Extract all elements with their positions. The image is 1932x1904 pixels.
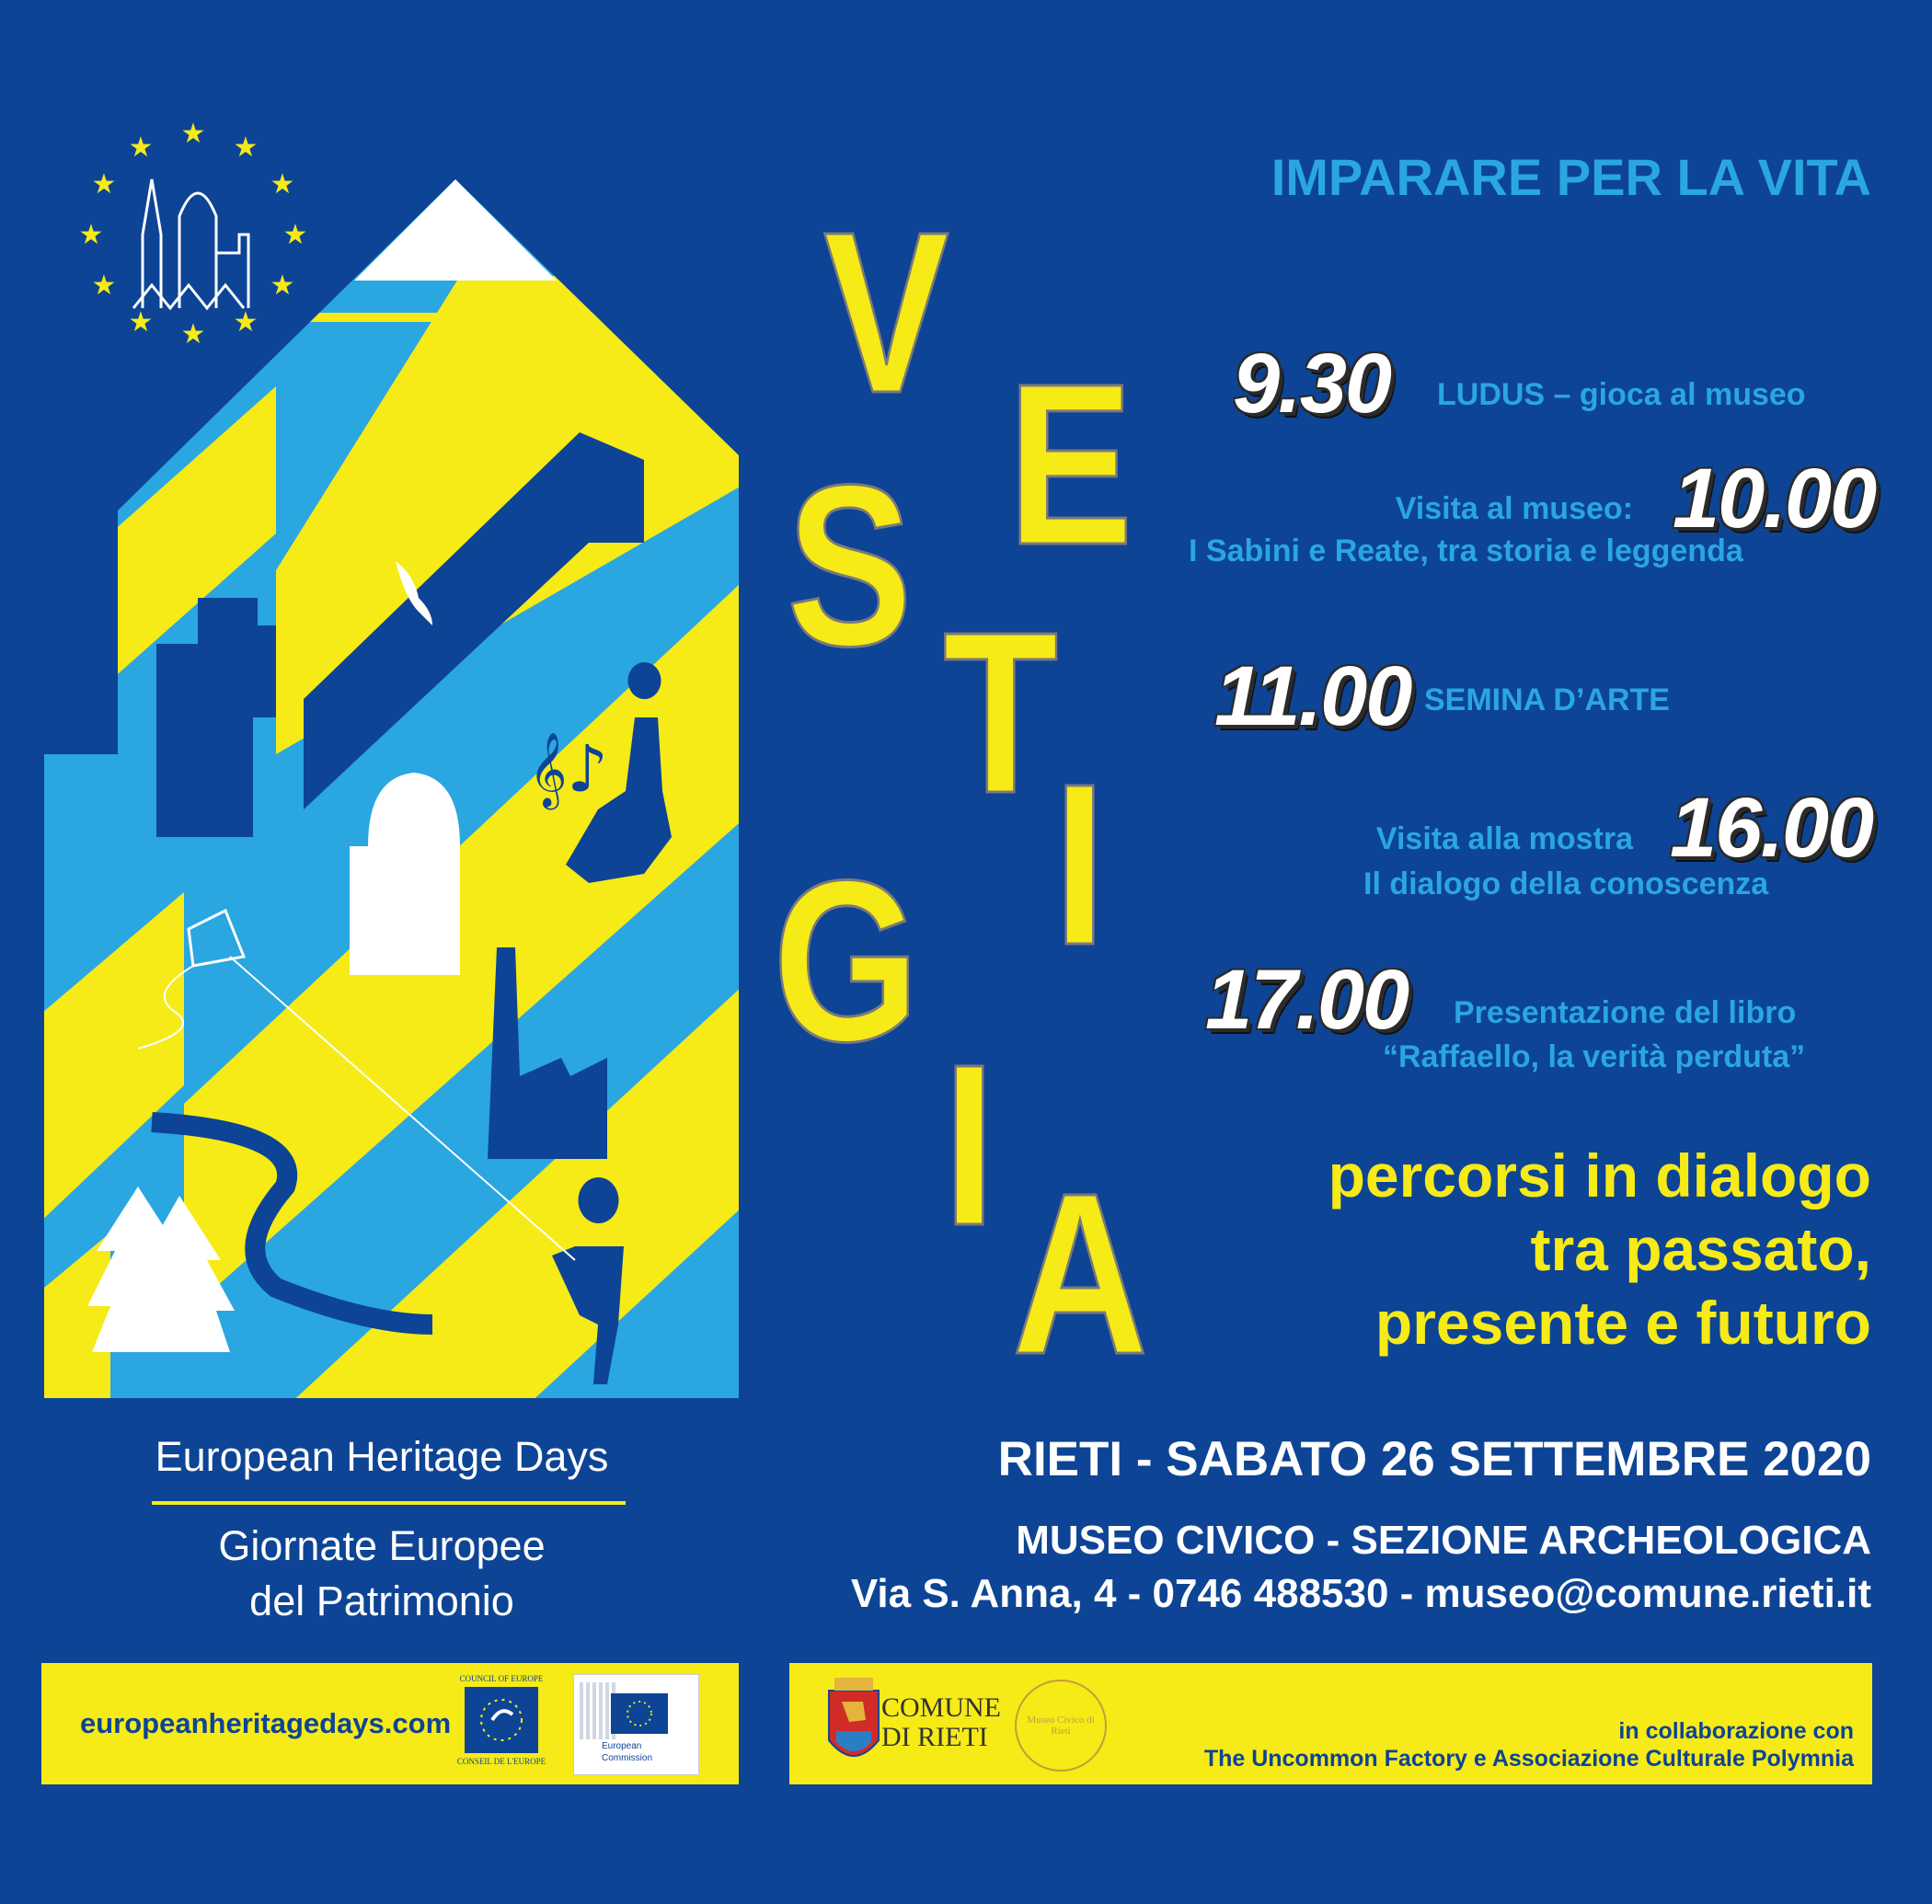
- svg-text:★: ★: [180, 318, 206, 345]
- svg-text:★: ★: [91, 168, 117, 201]
- comune-label-1: COMUNE: [881, 1692, 1002, 1723]
- time-1600: 16.00: [1670, 781, 1873, 875]
- heritage-days-en: European Heritage Days: [155, 1433, 609, 1480]
- title-letter-s: S: [787, 437, 913, 694]
- footer-right-bar: [789, 1663, 1872, 1784]
- motto-3: presente e futuro: [1374, 1289, 1871, 1357]
- time-930: 9.30: [1233, 337, 1391, 430]
- title-letter-e: E: [1007, 336, 1133, 592]
- motto-2: tra passato,: [1530, 1215, 1871, 1283]
- coe-top-text: COUNCIL OF EUROPE: [459, 1674, 544, 1683]
- footer-left-bar: [41, 1663, 739, 1784]
- event-contact: Via S. Anna, 4 - 0746 488530 - museo@comune.rieti.it: [850, 1571, 1871, 1616]
- title-letter-a: A: [1012, 1145, 1149, 1402]
- tagline: IMPARARE PER LA VITA: [1271, 148, 1871, 206]
- council-of-europe-logo: [451, 1674, 552, 1773]
- event-semina: SEMINA D’ARTE: [1424, 682, 1670, 717]
- eu-stars-logo: [78, 115, 308, 345]
- museo-civico-logo: [1015, 1680, 1107, 1772]
- event-ludus: LUDUS – gioca al museo: [1437, 377, 1806, 412]
- rieti-coat-of-arms-icon: [822, 1676, 886, 1772]
- event-libro: Presentazione del libro: [1454, 995, 1797, 1030]
- event-visita-museo-sub: I Sabini e Reate, tra storia e leggenda: [1189, 533, 1743, 568]
- event-visita-museo: Visita al museo:: [1395, 491, 1633, 526]
- heritage-url[interactable]: europeanheritagedays.com: [80, 1707, 452, 1739]
- coe-stars-icon: [465, 1687, 538, 1753]
- time-1100: 11.00: [1214, 649, 1411, 743]
- comune-label-2: DI RIETI: [881, 1722, 988, 1752]
- svg-text:★: ★: [233, 132, 259, 164]
- event-visita-mostra: Visita alla mostra: [1375, 821, 1633, 856]
- svg-text:★: ★: [282, 219, 308, 251]
- svg-text:★: ★: [270, 168, 295, 201]
- european-commission-logo: [573, 1674, 699, 1775]
- collab-line-1: in collaborazione con: [1618, 1718, 1854, 1744]
- event-visita-mostra-sub: Il dialogo della conoscenza: [1363, 866, 1769, 901]
- coe-bottom-text: CONSEIL DE L'EUROPE: [456, 1757, 546, 1766]
- ec-label-2: Commission: [602, 1753, 653, 1763]
- coe-emblem: [465, 1687, 538, 1753]
- motto-1: percorsi in dialogo: [1328, 1141, 1871, 1210]
- time-1700: 17.00: [1205, 953, 1409, 1047]
- svg-text:★: ★: [128, 132, 154, 164]
- museo-logo-text: Museo Civico di Rieti: [1027, 1715, 1095, 1737]
- time-1000: 10.00: [1673, 452, 1876, 545]
- svg-text:★: ★: [270, 270, 295, 302]
- ec-label-1: European: [602, 1741, 642, 1751]
- event-date: RIETI - SABATO 26 SETTEMBRE 2020: [997, 1432, 1871, 1486]
- title-letter-t: T: [943, 584, 1059, 841]
- title-letter-g: G: [773, 832, 920, 1089]
- title-letter-i2: I: [943, 1016, 995, 1273]
- svg-text:★: ★: [180, 118, 206, 150]
- heritage-days-it-1: Giornate Europee: [218, 1522, 546, 1569]
- svg-text:𝄞♪: 𝄞♪: [529, 731, 609, 807]
- collab-line-2: The Uncommon Factory e Associazione Culturale Polymnia: [1203, 1746, 1854, 1772]
- heritage-divider: [152, 1501, 626, 1505]
- svg-text:★: ★: [128, 306, 154, 338]
- svg-text:★: ★: [233, 306, 259, 338]
- ec-flag-icon: [611, 1693, 668, 1734]
- heritage-days-it-2: del Patrimonio: [249, 1577, 514, 1624]
- svg-text:★: ★: [91, 270, 117, 302]
- event-venue: MUSEO CIVICO - SEZIONE ARCHEOLOGICA: [1016, 1518, 1871, 1563]
- title-letter-v: V: [823, 184, 949, 441]
- event-libro-sub: “Raffaello, la verità perduta”: [1383, 1039, 1806, 1074]
- title-letter-i1: I: [1053, 736, 1106, 992]
- svg-text:★: ★: [78, 219, 104, 251]
